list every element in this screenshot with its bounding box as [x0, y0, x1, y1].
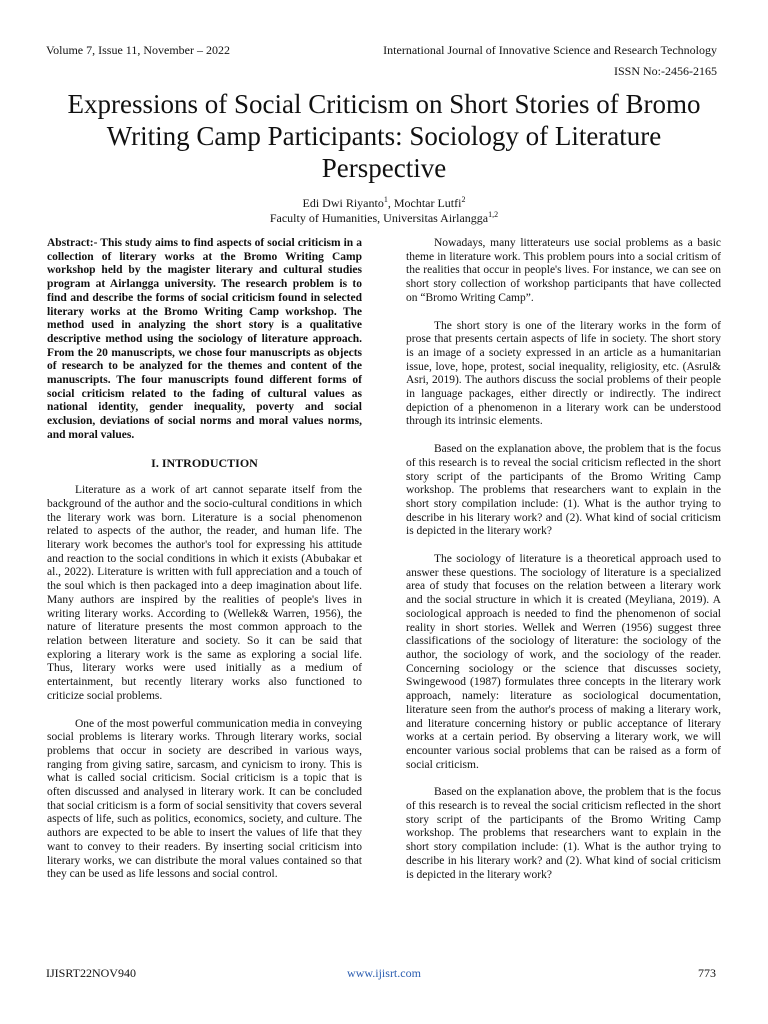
website-link[interactable]: www.ijisrt.com [347, 966, 421, 980]
affiliation-mark: 1,2 [488, 210, 499, 219]
right-column [406, 237, 721, 896]
volume-issue: Volume 7, Issue 11, November – 2022 [46, 43, 230, 57]
paragraph: Based on the explanation above, the problem that is the focus of this research is to reveal the social criticism reflected in the short story script of the participants of the Bromo Writing Camp workshop. The problems that researchers want to explain in the short story compilation include: (1). What is the author trying to describe in his literary work? and (2). What kind of social criticism is depicted in the literary work? [406, 443, 721, 538]
journal-name: International Journal of Innovative Science and Research Technology [383, 43, 717, 57]
paragraph: The sociology of literature is a theoretical approach used to answer these questions. The sociology of literature is a specialized area of study that focuses on the relation between a literary work and the social structure in which it is created (Meyliana, 2019). A sociological approach is needed to find the phenomenon of social reality in short stories. Wellek and Werren (1956) suggest three classifications of the sociology of literature: the sociology of the author, the sociology of work, and the sociology of the reader. Concerning sociology or the science that discusses society, Swingewood (1987) formulates three concepts in the literary work approach, namely: literature as sociological documentation, literature seen from the author's process of making a literary work, and literature concerning history or public acceptance of literary works at a certain period. By observing a literary work, we will encounter various social problems that can be raised as a form of social criticism. [406, 553, 721, 771]
paragraph: The short story is one of the literary works in the form of prose that presents certain aspects of life in society. The short story is an image of a society expressed in an article as a humanitarian issue, love, hope, protest, social inequality, religiosity, etc. (Asrul& Asri, 2019). The authors discuss the social problems of their people in language packages, either directly or indirectly. The indirect depiction of a phenomenon in a literary work can be understood through its intrinsic elements. [406, 319, 721, 428]
paragraph: One of the most powerful communication media in conveying social problems is literary works. Through literary works, social problems that occur in society are described in various ways, ranging from giving satire, sarcasm, and cynicism to irony. This is what is called social criticism. Social criticism is a topic that is often discussed and analysed in literary work. It can be concluded that social criticism is a form of social sensitivity that covers several aspects of life, such as politics, economics, society, and culture. The authors are expected to be able to insert the values of life that they want to convey to their readers. By inserting social criticism into literary works, we can distribute the moral values contained so that they can be used as life lessons and social control. [47, 717, 362, 881]
page-number: 773 [698, 966, 716, 980]
section-heading: I. INTRODUCTION [151, 455, 258, 470]
author-name: Mochtar Lutfi [393, 196, 462, 210]
author-affiliation-mark: 1 [383, 195, 388, 204]
paragraph: Literature as a work of art cannot separate itself from the background of the author and the socio-cultural conditions in which the literary work was born. Literature is a social phenomenon related to aspects of the author, the reader, and human life. The literary work becomes the author's tool for expressing his attitude and reaction to the social conditions in which it exists (Abubakar et al., 2022). Literature is written with full appreciation and a touch of the soul which is then packaged into a deep imagination about life. Many authors are inspired by the realities of people's lives in writing literary works. According to (Wellek& Warren, 1956), the nature of literature presents the most common approach to the relation between literature and society. So it can be said that exploring a literary work is the same as exploring a social life. Thus, literary works were used initially as a medium of entertainment, but recently literary works also functioned to criticize social problems. [47, 484, 362, 702]
issn-number: ISSN No:-2456-2165 [613, 64, 717, 78]
paper-code: IJISRT22NOV940 [46, 966, 136, 980]
paragraph: Based on the explanation above, the problem that is the focus of this research is to reveal the social criticism reflected in the short story script of the participants of the Bromo Writing Camp workshop. The problems that researchers want to explain in the short story compilation include: (1). What is the author trying to describe in his literary work? and (2). What kind of social criticism is depicted in the literary work? [406, 786, 721, 881]
paragraph: Nowadays, many litterateurs use social problems as a basic theme in literature work. This problem pours into a social critism of the realities that occur in people's lives. For instance, we can see on short story collection of workshop participants that have collected on “Bromo Writing Camp”. [406, 237, 721, 304]
abstract: Abstract:- This study aims to find aspects of social criticism in a collection of literary works at the Bromo Writing Camp workshop held by the magister literary and cultural studies program at Airlangga university. The research problem is to find and describe the forms of social criticism found in selected literary works at the Bromo Writing Camp workshop. The method used in analyzing the short story is a qualitative descriptive method using the sociology of literature approach. From the 20 manuscripts, we chose four manuscripts as objects of research to be analyzed for the themes and content of the manuscripts. The four manuscripts found different forms of social criticism related to the fading of cultural values as national identity, gender inequality, poverty and social exclusion, deviations of social norms and moral values norms, and moral values. [47, 237, 362, 441]
paper-title: Expressions of Social Criticism on Short Stories of Bromo Writing Camp Participants: Sociology of Literature Perspective [67, 89, 701, 183]
author-separator: , [387, 196, 394, 210]
author-line [0, 196, 768, 211]
affiliation-text: Faculty of Humanities, Universitas Airlangga [269, 211, 489, 225]
author-name: Edi Dwi Riyanto [302, 196, 384, 210]
left-column [47, 237, 362, 896]
affiliation-line [0, 211, 768, 226]
author-affiliation-mark: 2 [461, 195, 466, 204]
